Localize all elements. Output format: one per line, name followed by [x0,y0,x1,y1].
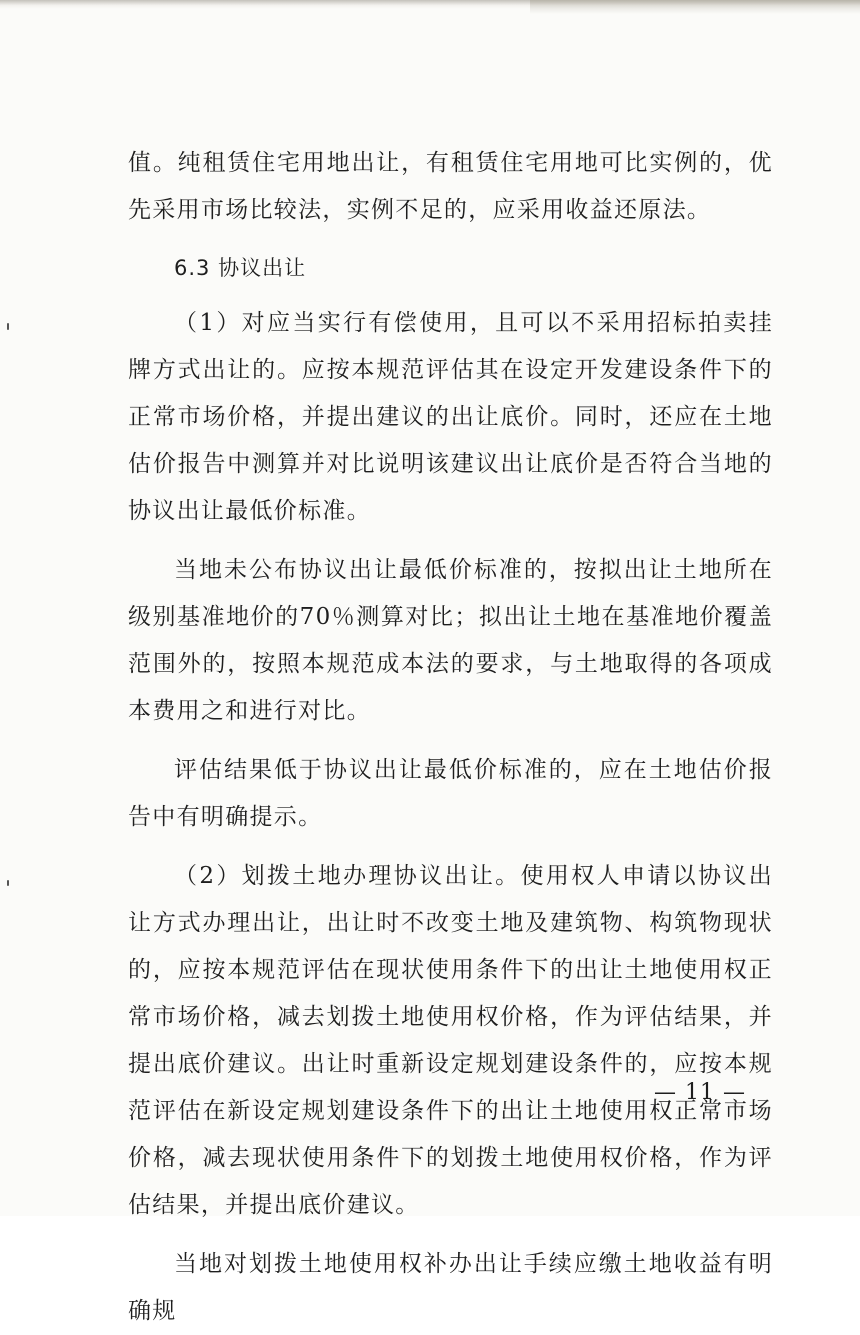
paragraph-item-2: （2）划拨土地办理协议出让。使用权人申请以协议出让方式办理出让，出让时不改变土地及建筑物、构筑物现状的，应按本规范评估在现状使用条件下的出让土地使用权正常市场价格，减去划拨土地使用权价格，作为评估结果，并提出底价建议。出让时重新设定规划建设条件的，应按本规范评估在新设定规划建设条件下的出让土地使用权正常市场价格，减去现状使用条件下的划拨土地使用权价格，作为评估结果，并提出底价建议。 [128,863,773,1218]
scan-margin-mark [7,323,9,330]
page-number: — 11 — [654,1080,746,1105]
paragraph-minimum-price: 当地未公布协议出让最低价标准的，按拟出让土地所在级别基准地价的70％测算对比；拟出让土地在基准地价覆盖范围外的，按照本规范成本法的要求，与土地取得的各项成本费用之和进行对比。 [128,557,773,724]
page-body [128,140,773,1335]
paragraph-item-1: （1）对应当实行有偿使用，且可以不采用招标拍卖挂牌方式出让的。应按本规范评估其在设定开发建设条件下的正常市场价格，并提出建议的出让底价。同时，还应在土地估价报告中测算并对比说明该建议出让底价是否符合当地的协议出让最低价标准。 [128,310,773,524]
paragraph-evaluation-result: 评估结果低于协议出让最低价标准的，应在土地估价报告中有明确提示。 [128,757,773,830]
scan-margin-mark [7,880,9,886]
paragraph-land-revenue: 当地对划拨土地使用权补办出让手续应缴土地收益有明确规 [128,1251,773,1324]
scan-top-shadow-right [530,0,860,14]
section-heading-6-3: 6.3 协议出让 [174,256,307,280]
paragraph-continuation: 值。纯租赁住宅用地出让，有租赁住宅用地可比实例的，优先采用市场比较法，实例不足的，应采用收益还原法。 [128,150,773,223]
